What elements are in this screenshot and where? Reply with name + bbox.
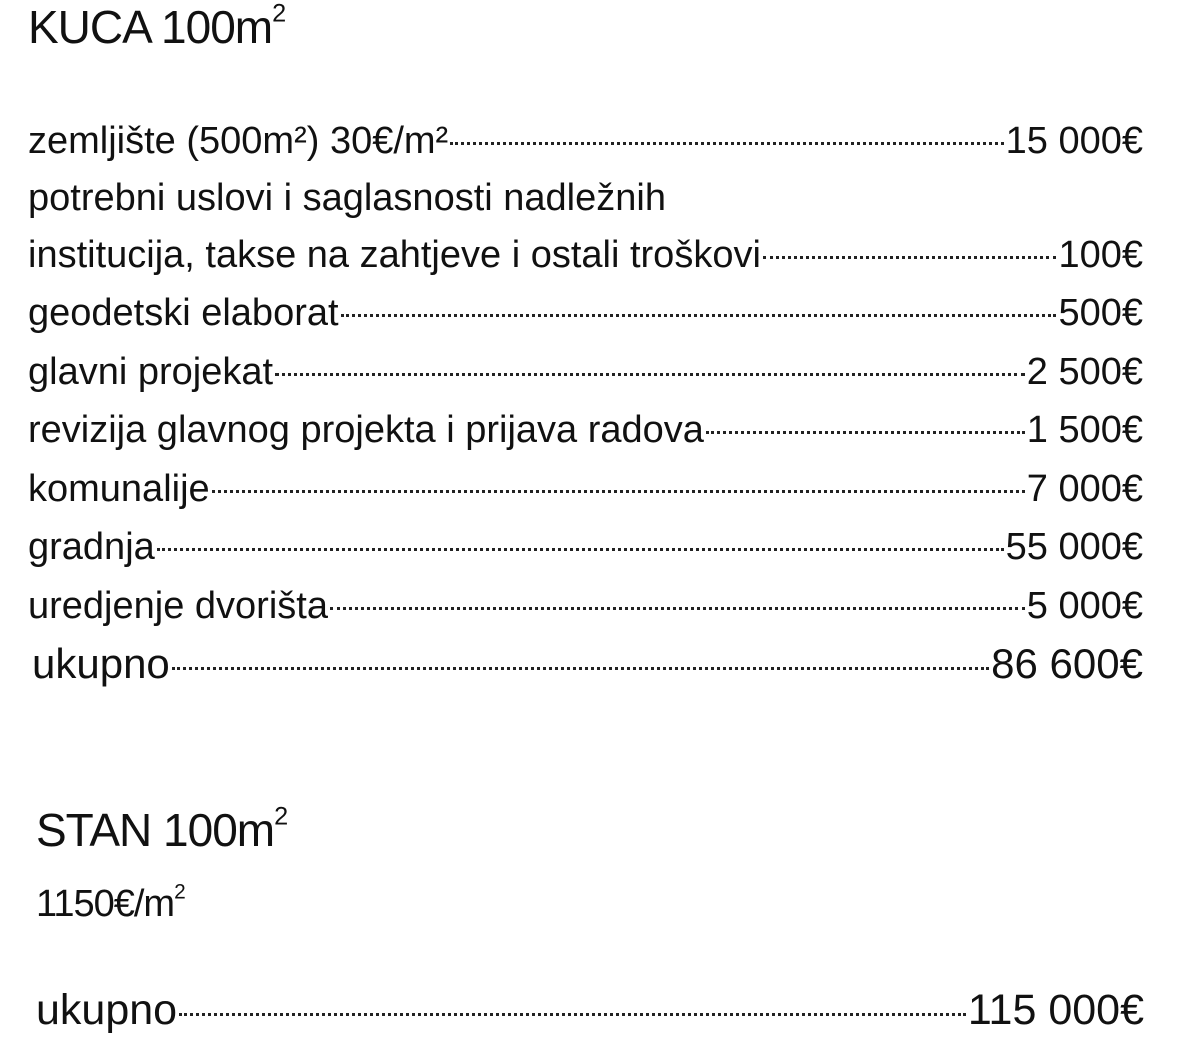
house-total-row bbox=[28, 635, 1143, 694]
house-title-text: KUCA 100m bbox=[28, 1, 273, 53]
cost-amount: 15 000€ bbox=[1005, 120, 1143, 162]
price-note-text: 1150€/m bbox=[36, 883, 175, 925]
flat-price-note bbox=[36, 880, 185, 926]
cost-amount: 7 000€ bbox=[1026, 467, 1143, 510]
total-amount: 115 000€ bbox=[967, 986, 1144, 1034]
dot-leader bbox=[172, 667, 989, 670]
cost-row-construction bbox=[28, 518, 1143, 577]
cost-label: institucija, takse na zahtjeve i ostali troškovi bbox=[28, 233, 761, 276]
total-amount: 86 600€ bbox=[991, 640, 1143, 687]
cost-amount: 55 000€ bbox=[1005, 526, 1143, 568]
cost-amount: 100€ bbox=[1058, 233, 1143, 276]
dot-leader bbox=[275, 373, 1025, 376]
cost-row-permits-line-2 bbox=[28, 226, 1143, 285]
cost-row-permits-line-1 bbox=[28, 171, 1143, 226]
cost-label: glavni projekat bbox=[28, 350, 274, 393]
dot-leader bbox=[341, 314, 1057, 317]
dot-leader bbox=[450, 142, 1003, 145]
house-title-superscript: 2 bbox=[272, 0, 286, 28]
flat-title-superscript: 2 bbox=[274, 802, 288, 831]
flat-title bbox=[36, 803, 287, 857]
cost-amount: 2 500€ bbox=[1026, 350, 1143, 393]
dot-leader bbox=[179, 1013, 966, 1016]
cost-row-land bbox=[28, 112, 1143, 171]
cost-amount: 5 000€ bbox=[1026, 584, 1143, 627]
cost-label: revizija glavnog projekta i prijava radova bbox=[28, 409, 704, 451]
cost-label: uredjenje dvorišta bbox=[28, 584, 328, 627]
cost-row-geodetic bbox=[28, 284, 1143, 343]
flat-total-row bbox=[36, 980, 1144, 1037]
cost-row-yard bbox=[28, 577, 1143, 636]
cost-label: potrebni uslovi i saglasnosti nadležnih bbox=[28, 176, 666, 219]
cost-label: zemljište (500m²) 30€/m² bbox=[28, 120, 449, 162]
cost-amount: 1 500€ bbox=[1026, 409, 1143, 451]
total-label: ukupno bbox=[36, 986, 178, 1034]
dot-leader bbox=[330, 607, 1025, 610]
house-title bbox=[28, 0, 285, 54]
house-cost-list bbox=[28, 112, 1143, 694]
cost-amount: 500€ bbox=[1058, 292, 1143, 334]
dot-leader bbox=[157, 548, 1004, 551]
cost-label: geodetski elaborat bbox=[28, 292, 339, 334]
flat-title-text: STAN 100m bbox=[36, 804, 275, 856]
cost-label: komunalije bbox=[28, 467, 210, 510]
cost-label: gradnja bbox=[28, 526, 155, 568]
cost-row-main-project bbox=[28, 343, 1143, 402]
total-label: ukupno bbox=[32, 640, 170, 687]
dot-leader bbox=[706, 431, 1025, 434]
dot-leader bbox=[763, 256, 1057, 259]
cost-row-utilities bbox=[28, 460, 1143, 519]
cost-row-revision bbox=[28, 401, 1143, 460]
price-note-superscript: 2 bbox=[174, 880, 185, 904]
dot-leader bbox=[212, 490, 1025, 493]
